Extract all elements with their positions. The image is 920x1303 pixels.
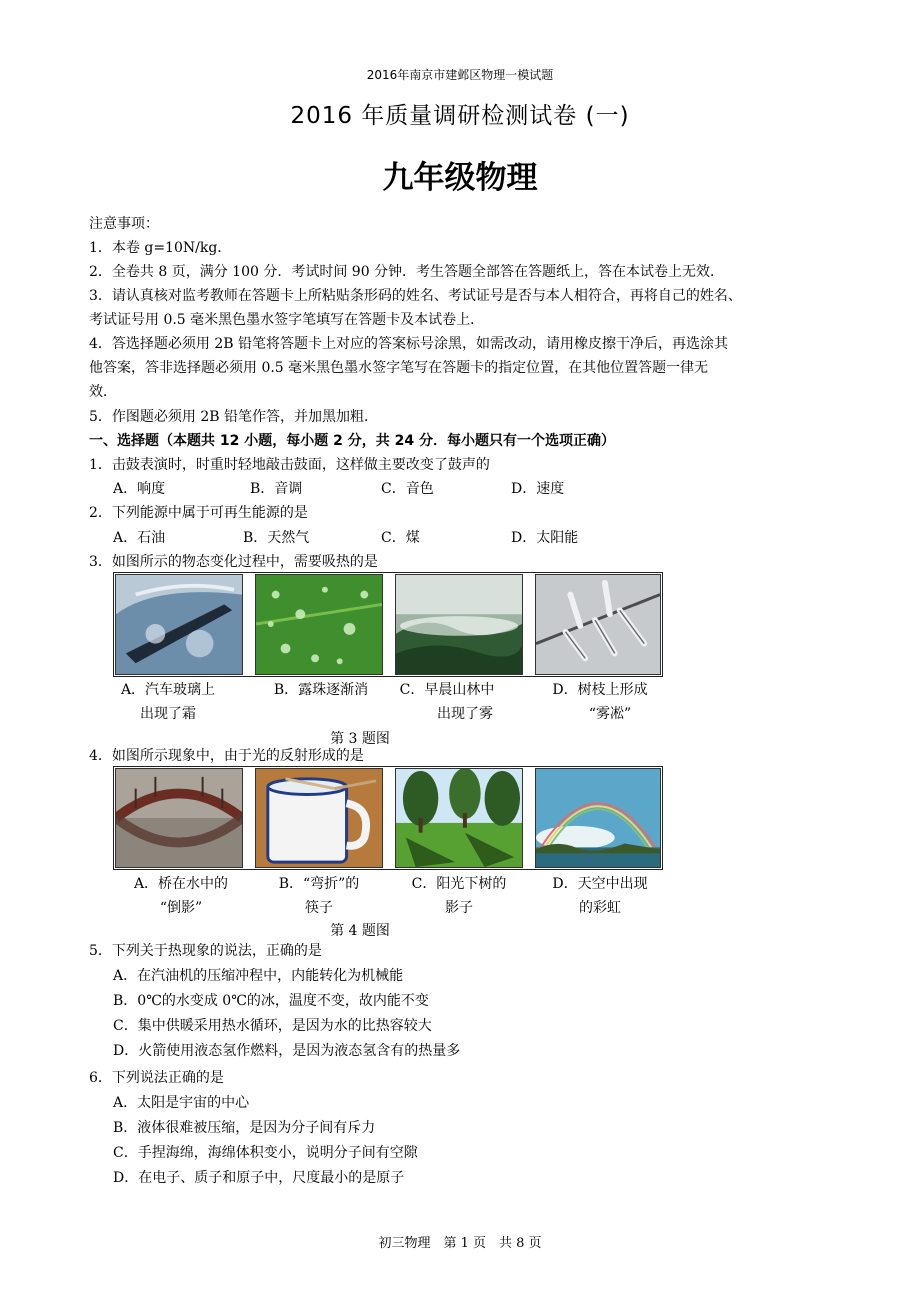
q3-image-rime-branch (535, 574, 661, 675)
q6-option-d: D．在电子、质子和原子中，尺度最小的是原子 (113, 1170, 405, 1186)
note-5: 5．作图题必须用 2B 铅笔作答，并加黑加粗． (89, 409, 379, 425)
q3-image-dew-leaf (255, 574, 383, 675)
q3-image-frost-car (115, 574, 243, 675)
q6-option-b: B．液体很难被压缩，是因为分子间有斥力 (113, 1120, 376, 1136)
q4-image-tree-shadow (395, 768, 523, 868)
q3-caption-d-line2: “雾凇” (588, 706, 632, 722)
q3-caption-b-line1: B．露珠逐渐消 (273, 682, 369, 698)
q4-caption-c-line1: C．阳光下树的 (411, 876, 507, 892)
q2-option-c: C．煤 (381, 530, 420, 546)
q4-stem: 4．如图所示现象中，由于光的反射形成的是 (89, 748, 364, 764)
q6-option-a: A．太阳是宇宙的中心 (113, 1095, 250, 1111)
q6-option-c: C．手捏海绵，海绵体积变小，说明分子间有空隙 (113, 1145, 418, 1161)
note-3-line2: 考试证号用 0.5 毫米黑色墨水签字笔填写在答题卡及本试卷上． (89, 312, 485, 328)
q3-caption-d-line1: D．树枝上形成 (552, 682, 648, 698)
notes-heading: 注意事项： (89, 216, 159, 232)
q1-option-c: C．音色 (381, 481, 434, 497)
q4-image-bent-chopstick (255, 768, 383, 868)
q3-caption-a-line2: 出现了霜 (140, 706, 196, 722)
note-4-line1: 4．答选择题必须用 2B 铅笔将答题卡上对应的答案标号涂黑，如需改动，请用橡皮擦干净后，再选涂其 (89, 336, 729, 352)
q4-caption-b-line2: 筷子 (305, 900, 333, 916)
note-3-line1: 3．请认真核对监考教师在答题卡上所粘贴条形码的姓名、考试证号是否与本人相符合，再将自己的姓名、 (89, 288, 742, 304)
q1-option-b: B．音调 (250, 481, 303, 497)
q4-image-rainbow (535, 768, 661, 868)
q4-caption-c-line2: 影子 (445, 900, 473, 916)
q3-caption-c-line1: C．早晨山林中 (399, 682, 495, 698)
q1-option-d: D．速度 (511, 481, 565, 497)
q5-stem: 5．下列关于热现象的说法，正确的是 (89, 943, 322, 959)
q3-image-mountain-fog (395, 574, 523, 675)
exam-title: 2016 年质量调研检测试卷 (一) (290, 103, 630, 129)
q5-option-d: D．火箭使用液态氢作燃料，是因为液态氢含有的热量多 (113, 1043, 461, 1059)
q1-stem: 1．击鼓表演时，时重时轻地敲击鼓面，这样做主要改变了鼓声的 (89, 457, 490, 473)
q2-stem: 2．下列能源中属于可再生能源的是 (89, 505, 308, 521)
q4-image-bridge-reflection (115, 768, 243, 868)
q6-stem: 6．下列说法正确的是 (89, 1070, 224, 1086)
note-1: 1．本卷 g=10N/kg． (89, 240, 232, 256)
q2-option-b: B．天然气 (243, 530, 310, 546)
note-4-line3: 效． (89, 384, 117, 400)
subject-title: 九年级物理 (382, 160, 538, 196)
note-2: 2．全卷共 8 页，满分 100 分．考试时间 90 分钟．考生答题全部答在答题纸上，答在本试卷上无效． (89, 264, 725, 280)
q5-option-c: C．集中供暖采用热水循环，是因为水的比热容较大 (113, 1018, 432, 1034)
q4-caption-a-line1: A．桥在水中的 (133, 876, 229, 892)
note-4-line2: 他答案，答非选择题必须用 0.5 毫米黑色墨水签字笔写在答题卡的指定位置，在其他位置答题一律无 (89, 360, 709, 376)
q4-caption-d-line2: 的彩虹 (579, 900, 621, 916)
q3-caption-c-line2: 出现了雾 (437, 706, 493, 722)
section-heading: 一、选择题（本题共 12 小题，每小题 2 分，共 24 分．每小题只有一个选项正确） (89, 433, 615, 449)
q4-figure-caption: 第 4 题图 (330, 923, 390, 939)
q5-option-a: A．在汽油机的压缩冲程中，内能转化为机械能 (113, 968, 404, 984)
q4-caption-a-line2: “倒影” (159, 900, 203, 916)
q5-option-b: B．0℃的水变成 0℃的冰，温度不变，故内能不变 (113, 993, 429, 1009)
q3-figure-caption: 第 3 题图 (330, 731, 390, 747)
q3-stem: 3．如图所示的物态变化过程中，需要吸热的是 (89, 554, 378, 570)
q4-caption-b-line1: B．“弯折”的 (278, 876, 360, 892)
q3-caption-a-line1: A．汽车玻璃上 (120, 682, 216, 698)
q2-option-d: D．太阳能 (511, 530, 579, 546)
q2-option-a: A．石油 (113, 530, 166, 546)
q1-option-a: A．响度 (113, 481, 166, 497)
page-footer: 初三物理 第 1 页 共 8 页 (378, 1236, 542, 1251)
q4-caption-d-line1: D．天空中出现 (552, 876, 648, 892)
header-note: 2016年南京市建邺区物理一模试题 (366, 68, 554, 82)
